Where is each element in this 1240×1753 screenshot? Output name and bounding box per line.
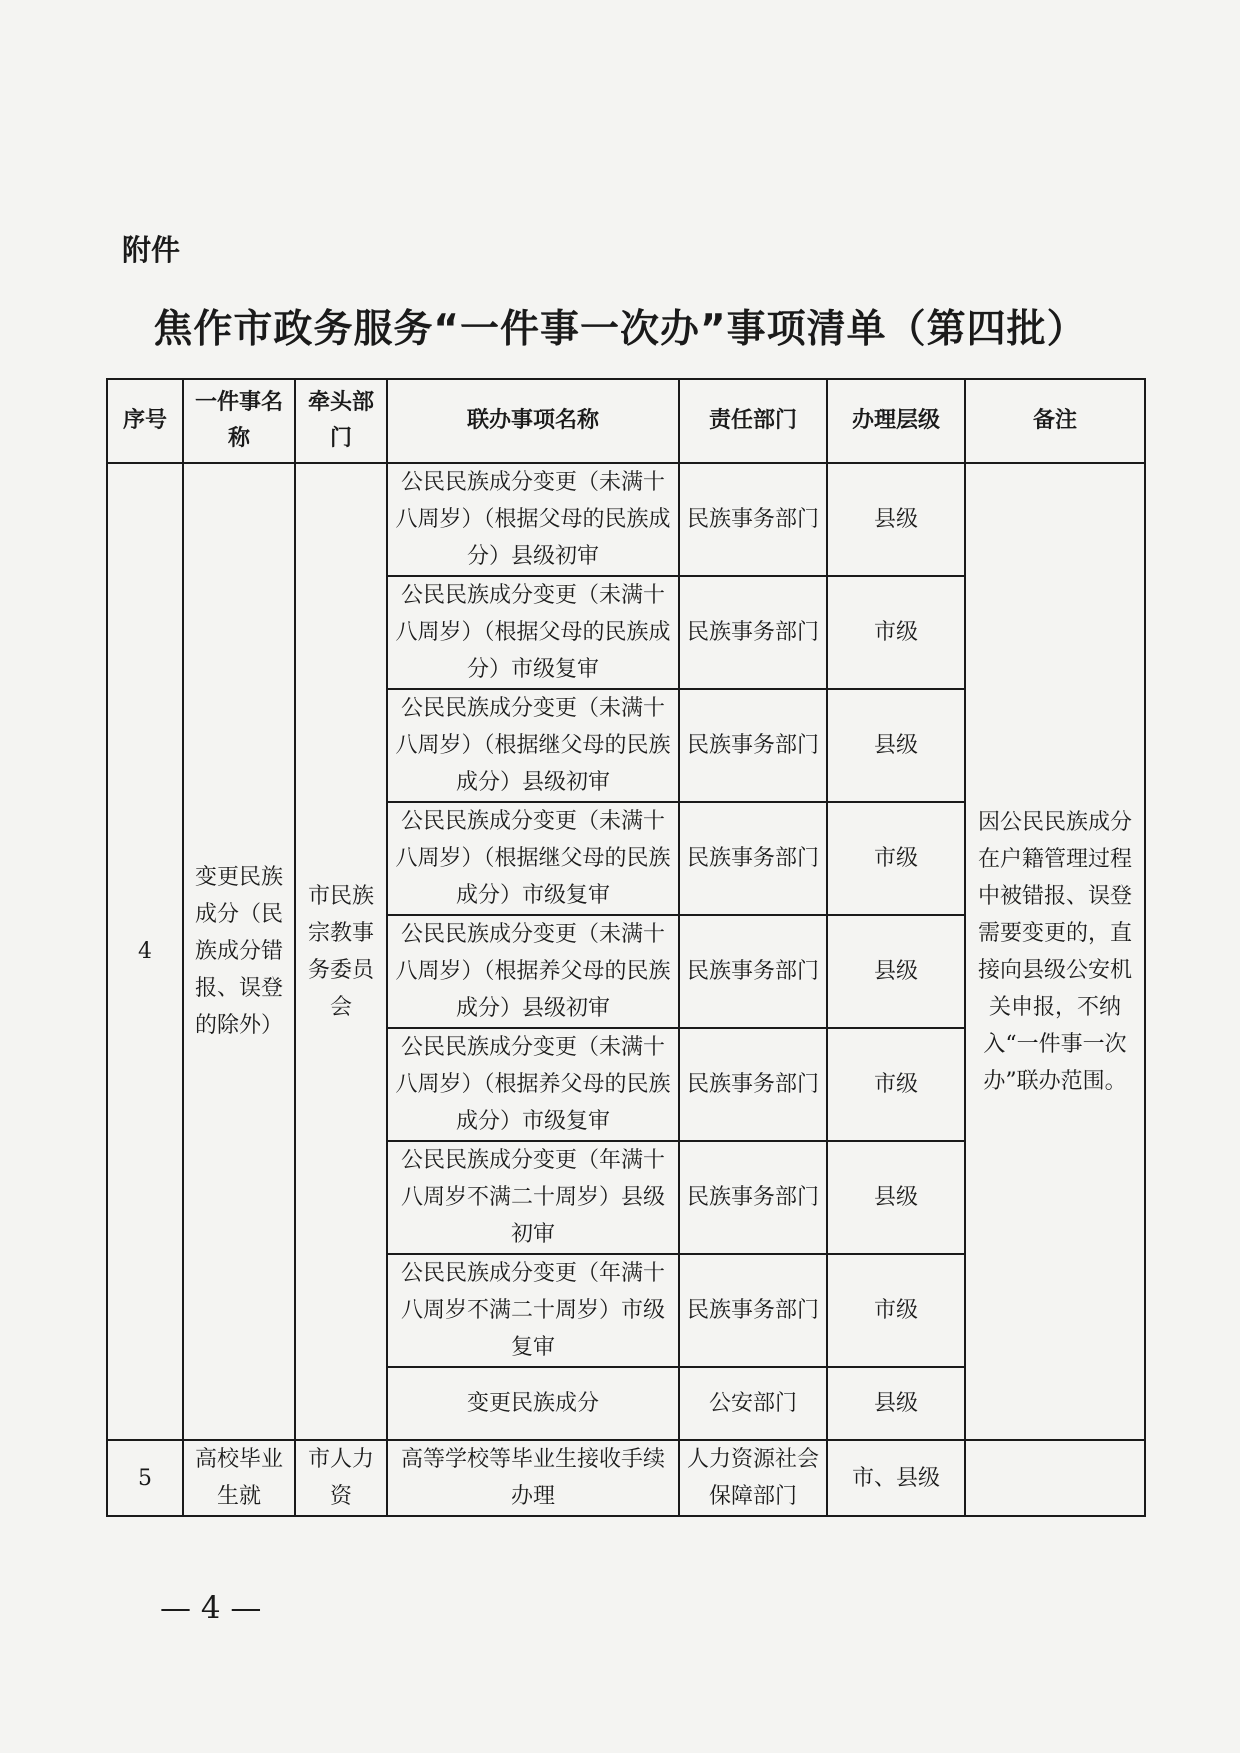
row-matter: 公民民族成分变更（未满十八周岁）（根据养父母的民族成分）县级初审	[387, 915, 679, 1028]
row-dept: 民族事务部门	[679, 1028, 827, 1141]
row-matter: 公民民族成分变更（未满十八周岁）（根据继父母的民族成分）县级初审	[387, 689, 679, 802]
document-title: 焦作市政务服务“一件事一次办”事项清单（第四批）	[153, 307, 1087, 352]
header-level: 办理层级	[827, 379, 965, 463]
group4-lead-dept: 市民族宗教事务委员会	[295, 463, 387, 1440]
row-dept: 民族事务部门	[679, 915, 827, 1028]
group5-level: 市、县级	[827, 1440, 965, 1516]
row-level: 县级	[827, 1141, 965, 1254]
header-remark: 备注	[965, 379, 1145, 463]
group5-lead-dept: 市人力资	[295, 1440, 387, 1516]
row-level: 县级	[827, 915, 965, 1028]
row-level: 市级	[827, 1028, 965, 1141]
header-resp-dept: 责任部门	[679, 379, 827, 463]
attachment-label: 附件	[122, 233, 181, 267]
header-item-name: 一件事名称	[183, 379, 295, 463]
group5-remark	[965, 1440, 1145, 1516]
row-dept: 民族事务部门	[679, 576, 827, 689]
group5-item-name: 高校毕业生就	[183, 1440, 295, 1516]
row-level: 市级	[827, 576, 965, 689]
row-level: 县级	[827, 463, 965, 576]
row-matter: 公民民族成分变更（未满十八周岁）（根据养父母的民族成分）市级复审	[387, 1028, 679, 1141]
row-level: 县级	[827, 689, 965, 802]
row-matter: 变更民族成分	[387, 1367, 679, 1440]
group4-item-name: 变更民族成分（民族成分错报、误登的除外）	[183, 463, 295, 1440]
table-row	[107, 1440, 1145, 1516]
header-joint-matter: 联办事项名称	[387, 379, 679, 463]
row-matter: 公民民族成分变更（未满十八周岁）（根据父母的民族成分）市级复审	[387, 576, 679, 689]
header-no: 序号	[107, 379, 183, 463]
row-matter: 公民民族成分变更（未满十八周岁）（根据父母的民族成分）县级初审	[387, 463, 679, 576]
page-number: — 4 —	[160, 1590, 262, 1626]
items-table	[106, 378, 1146, 1517]
group5-matter: 高等学校等毕业生接收手续办理	[387, 1440, 679, 1516]
row-dept: 民族事务部门	[679, 463, 827, 576]
row-dept: 民族事务部门	[679, 802, 827, 915]
group4-remark: 因公民民族成分在户籍管理过程中被错报、误登需要变更的，直接向县级公安机关申报，不纳入“一件事一次办”联办范围。	[965, 463, 1145, 1440]
group5-dept: 人力资源社会保障部门	[679, 1440, 827, 1516]
row-level: 市级	[827, 1254, 965, 1367]
row-dept: 民族事务部门	[679, 689, 827, 802]
row-level: 县级	[827, 1367, 965, 1440]
header-row	[107, 379, 1145, 463]
row-level: 市级	[827, 802, 965, 915]
row-dept: 民族事务部门	[679, 1254, 827, 1367]
table-row	[107, 463, 1145, 576]
row-dept: 公安部门	[679, 1367, 827, 1440]
group5-no: 5	[107, 1440, 183, 1516]
group4-no: 4	[107, 463, 183, 1440]
row-matter: 公民民族成分变更（未满十八周岁）（根据继父母的民族成分）市级复审	[387, 802, 679, 915]
header-lead-dept: 牵头部门	[295, 379, 387, 463]
row-matter: 公民民族成分变更（年满十八周岁不满二十周岁）县级初审	[387, 1141, 679, 1254]
row-dept: 民族事务部门	[679, 1141, 827, 1254]
row-matter: 公民民族成分变更（年满十八周岁不满二十周岁）市级复审	[387, 1254, 679, 1367]
